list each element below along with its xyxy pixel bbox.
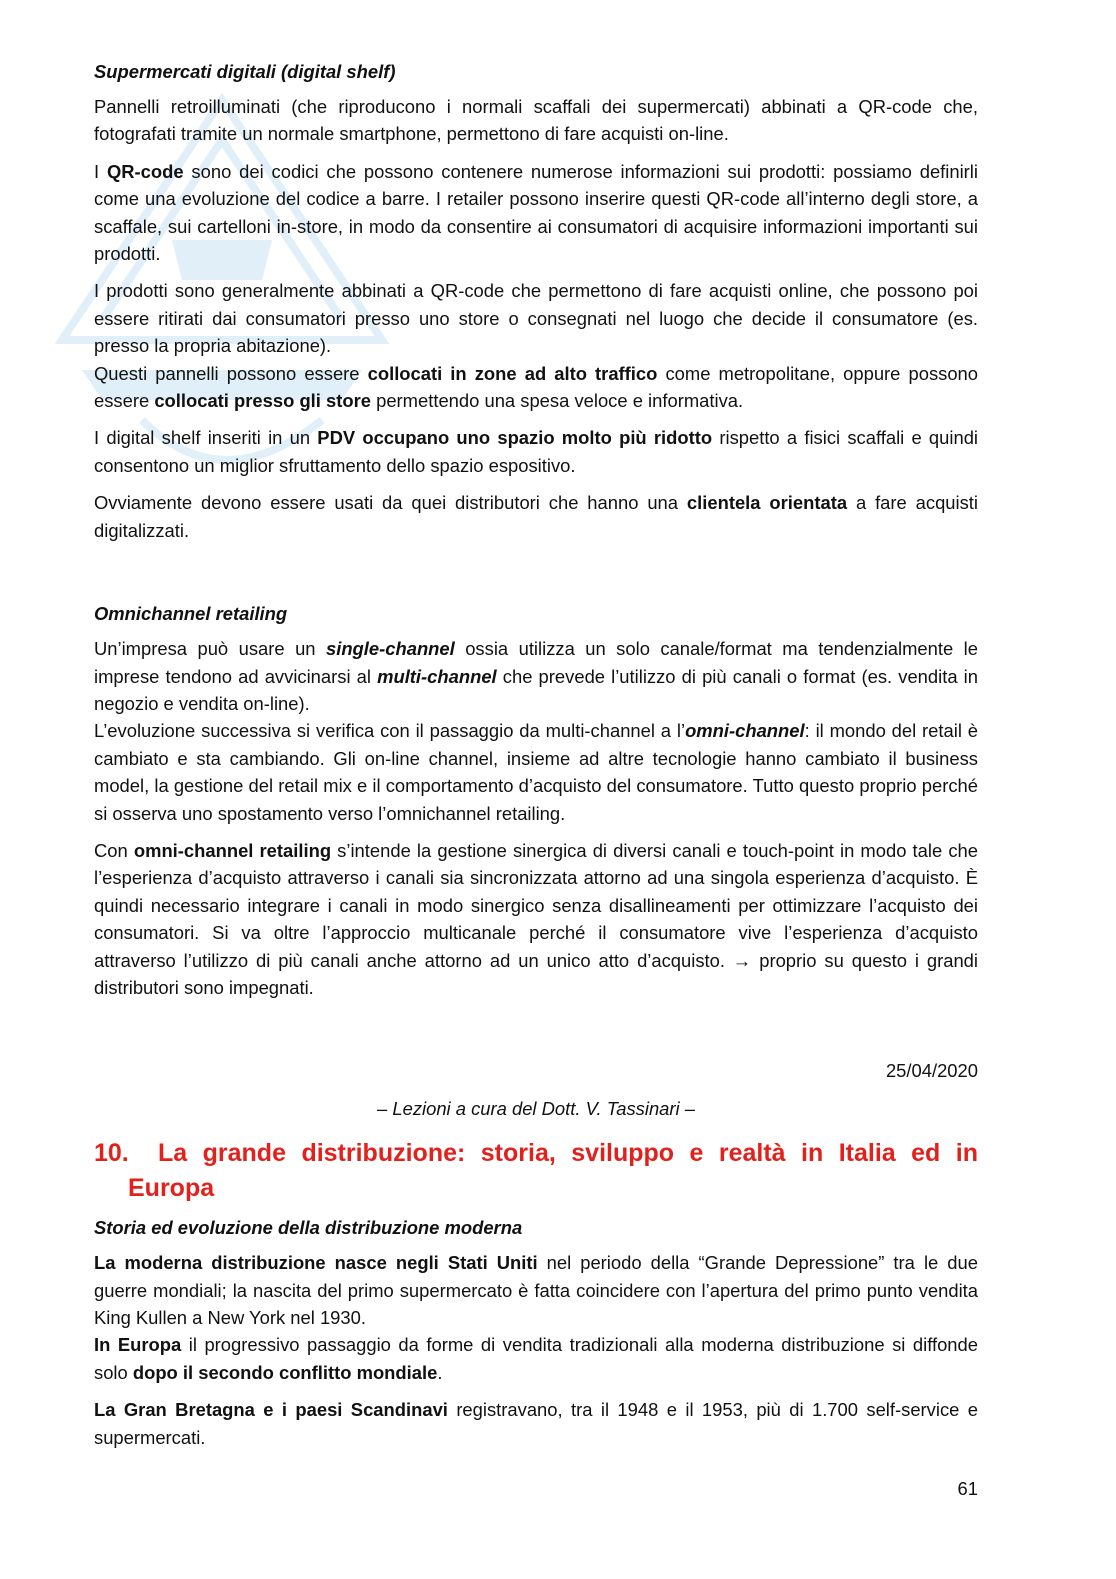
paragraph: I digital shelf inseriti in un PDV occupano uno spazio molto più ridotto rispetto a fisici scaffali e quindi consentono un miglior sfruttamento dello spazio espositivo. bbox=[94, 427, 979, 476]
date: 25/04/2020 bbox=[885, 1060, 978, 1082]
document-page bbox=[94, 58, 978, 1451]
paragraph: Questi pannelli possono essere collocati in zone ad alto traffico come metropolitane, oppure possono essere collocati presso gli store permettendo una spesa veloce e informativa. bbox=[94, 362, 979, 412]
arrow-icon: → bbox=[732, 949, 752, 971]
paragraph: Con omni-channel retailing s’intende la gestione sinergica di diversi canali e touch-point in modo tale che l’esperienza d’acquisto attraverso i canali sia sincronizzata attorno ad una singola esperienza d’acquisto. È quindi necessario integrare i canali in modo sinergico senza disallineamenti per ottimizzare l’acquisto dei consumatori. Si va oltre l’approccio multicanale perché il consumatore vive l’esperienza d’acquisto attraverso l’utilizzo di più canali anche attorno ad un unico atto d’acquisto. → proprio su questo i grandi distributori sono impegnati. bbox=[94, 839, 978, 998]
paragraph: L’evoluzione successiva si verifica con il passaggio da multi-channel a l’omni-channel: il mondo del retail è cambiato e sta cambiando. Gli on-line channel, insieme ad altre tecnologie hanno cambiato il business model, la gestione del retail mix e il comportamento d’acquisto del consumatore. Tutto questo proprio perché si osserva uno spostamento verso l’omnichannel retailing. bbox=[94, 720, 978, 824]
paragraph: Un’impresa può usare un single-channel ossia utilizza un solo canale/format ma tendenzialmente le imprese tendono ad avvicinarsi al multi-channel che prevede l’utilizzo di più canali o format (es. vendita in negozio e vendita on-line). bbox=[94, 638, 978, 714]
section-heading-storia: Storia ed evoluzione della distribuzione moderna bbox=[94, 1217, 523, 1239]
paragraph: In Europa il progressivo passaggio da forme di vendita tradizionali alla moderna distribuzione si diffonde solo dopo il secondo conflitto mondiale. bbox=[94, 1334, 978, 1383]
section-heading-omnichannel: Omnichannel retailing bbox=[94, 603, 288, 625]
paragraph: I prodotti sono generalmente abbinati a QR-code che permettono di fare acquisti online, che possono poi essere ritirati dai consumatori presso uno store o consegnati nel luogo che decide il consumatore (es. presso la propria abitazione). bbox=[94, 280, 978, 357]
section-heading-digital-shelf: Supermercati digitali (digital shelf) bbox=[94, 61, 396, 82]
paragraph: La moderna distribuzione nasce negli Stati Uniti nel periodo della “Grande Depressione” tra le due guerre mondiali; la nascita del primo supermercato è fatta coincidere con l’apertura del primo punto vendita King Kullen a New York nel 1930. bbox=[94, 1252, 978, 1328]
lecturer-note: – Lezioni a cura del Dott. V. Tassinari – bbox=[377, 1097, 695, 1119]
paragraph: I QR-code sono dei codici che possono contenere numerose informazioni sui prodotti: possiamo definirli come una evoluzione del codice a barre. I retailer possono inserire questi QR-code all’interno degli store, a scaffale, sui cartelloni in-store, in modo da consentire ai consumatori di acquisire informazioni importanti sui prodotti. bbox=[94, 160, 978, 265]
paragraph: Ovviamente devono essere usati da quei distributori che hanno una clientela orientata a fare acquisti digitalizzati. bbox=[94, 492, 978, 541]
paragraph: La Gran Bretagna e i paesi Scandinavi registravano, tra il 1948 e il 1953, più di 1.700 self-service e supermercati. bbox=[94, 1399, 978, 1448]
paragraph: Pannelli retroilluminati (che riproducono i normali scaffali dei supermercati) abbinati a QR-code che, fotografati tramite un normale smartphone, permettono di fare acquisti on-line. bbox=[94, 96, 978, 145]
chapter-title bbox=[94, 1136, 978, 1206]
chapter-title-text: La grande distribuzione: storia, sviluppo e realtà in Italia ed in Europa bbox=[128, 1139, 978, 1203]
chapter-number: 10. bbox=[94, 1139, 129, 1168]
page-number: 61 bbox=[957, 1478, 978, 1499]
